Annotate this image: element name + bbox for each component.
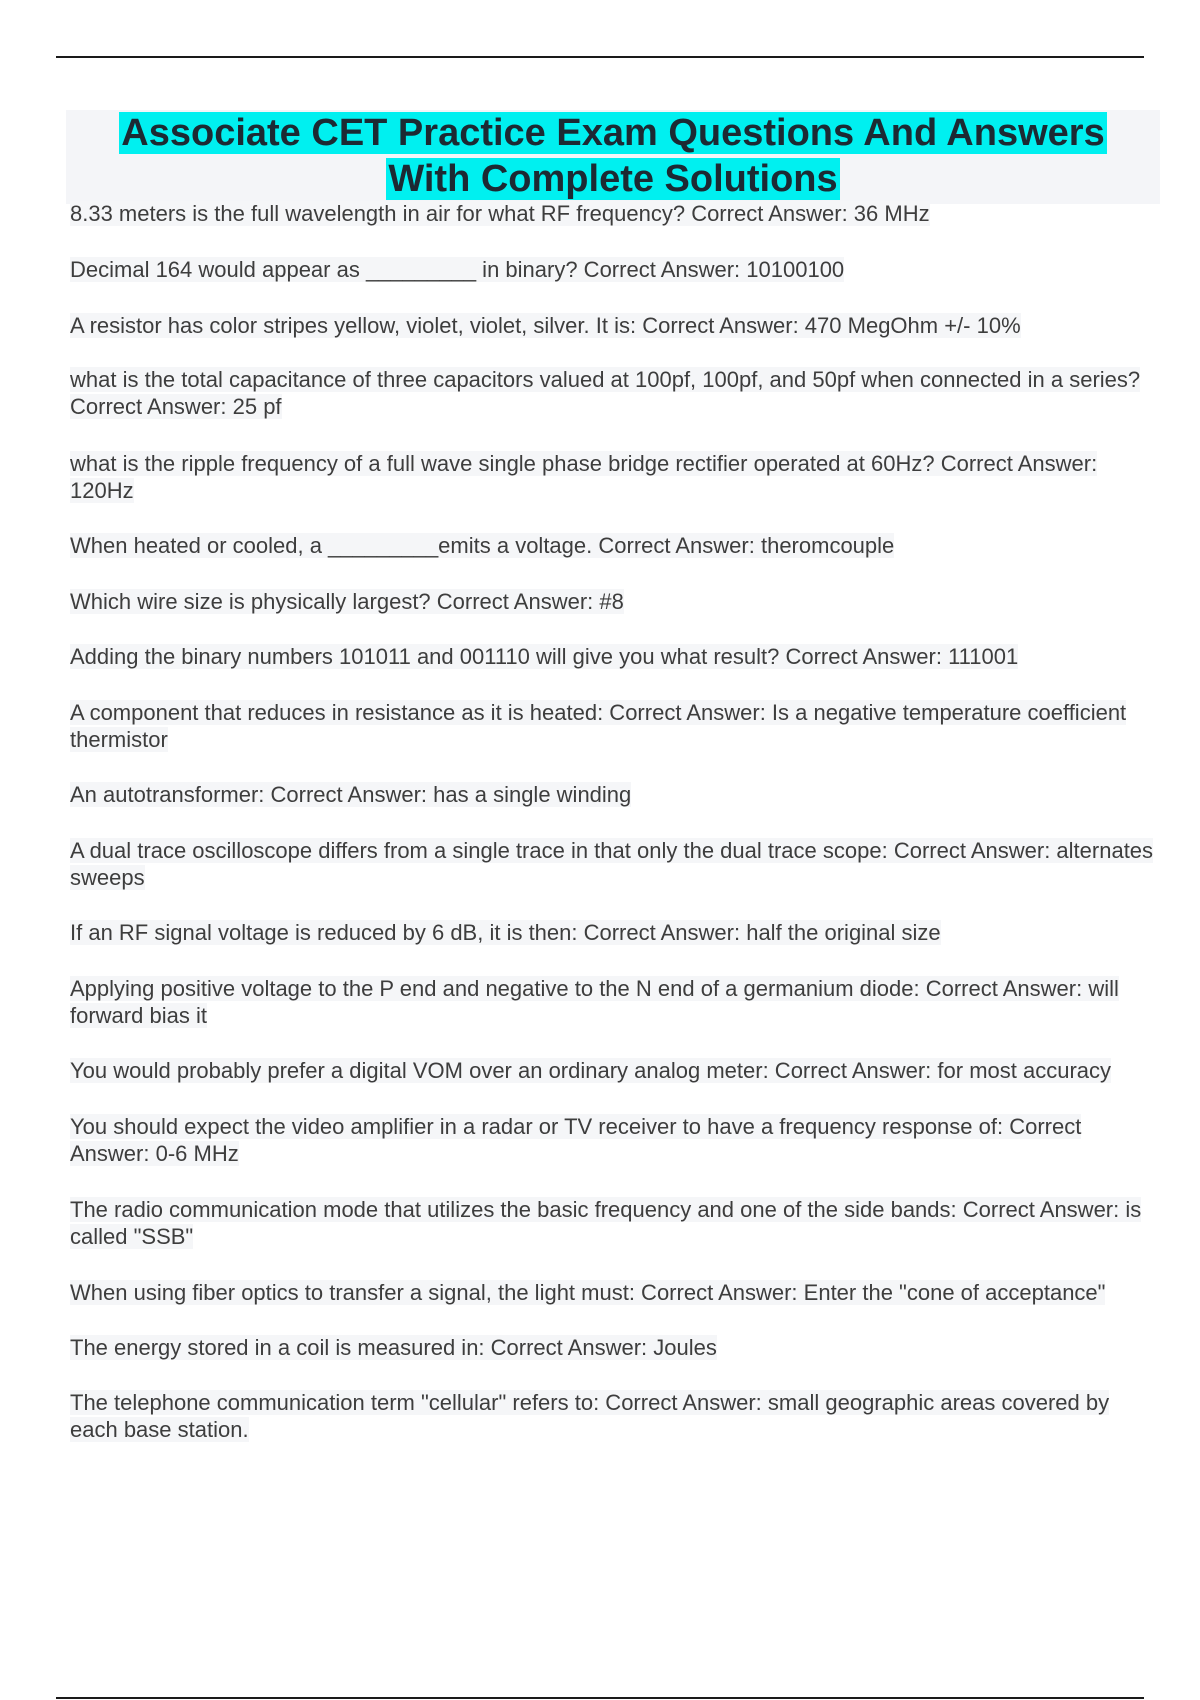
qa-item: Adding the binary numbers 101011 and 001110 will give you what result? Correct Answer: 111001 [70,644,1019,669]
title-line-2: With Complete Solutions [388,158,838,200]
document-title [66,110,1160,202]
qa-item: Decimal 164 would appear as _________ in binary? Correct Answer: 10100100 [70,257,845,282]
qa-item: Applying positive voltage to the P end and negative to the N end of a germanium diode: Correct Answer: will forward bias it [70,976,1119,1028]
qa-item: what is the ripple frequency of a full wave single phase bridge rectifier operated at 60Hz? Correct Answer: 120Hz [70,451,1098,503]
title-line-1: Associate CET Practice Exam Questions And Answers [121,112,1105,154]
qa-item: If an RF signal voltage is reduced by 6 dB, it is then: Correct Answer: half the original size [70,920,941,945]
qa-item: Which wire size is physically largest? Correct Answer: #8 [70,589,624,614]
qa-item: When heated or cooled, a _________emits a voltage. Correct Answer: theromcouple [70,533,895,558]
qa-list [70,200,1160,1443]
qa-item: You should expect the video amplifier in a radar or TV receiver to have a frequency response of: Correct Answer: 0-6 MHz [70,1114,1082,1166]
qa-item: 8.33 meters is the full wavelength in air for what RF frequency? Correct Answer: 36 MHz [70,201,930,226]
qa-item: You would probably prefer a digital VOM over an ordinary analog meter: Correct Answer: for most accuracy [70,1058,1112,1083]
top-divider [56,56,1144,58]
qa-item: The radio communication mode that utilizes the basic frequency and one of the side bands: Correct Answer: is called "SSB" [70,1197,1142,1249]
title-block [66,110,1160,204]
qa-item: An autotransformer: Correct Answer: has a single winding [70,782,632,807]
bottom-divider [56,1697,1144,1699]
qa-item: The telephone communication term "cellular" refers to: Correct Answer: small geographic areas covered by each base station. [70,1390,1110,1442]
qa-item: A resistor has color stripes yellow, violet, violet, silver. It is: Correct Answer: 470 MegOhm +/- 10% [70,313,1021,338]
qa-item: what is the total capacitance of three capacitors valued at 100pf, 100pf, and 50pf when connected in a series? Correct Answer: 25 pf [70,367,1141,419]
qa-item: A dual trace oscilloscope differs from a single trace in that only the dual trace scope: Correct Answer: alternates sweeps [70,838,1154,890]
qa-item: A component that reduces in resistance as it is heated: Correct Answer: Is a negative temperature coefficient thermistor [70,700,1127,752]
qa-item: When using fiber optics to transfer a signal, the light must: Correct Answer: Enter the "cone of acceptance" [70,1280,1106,1305]
qa-item: The energy stored in a coil is measured in: Correct Answer: Joules [70,1335,717,1360]
